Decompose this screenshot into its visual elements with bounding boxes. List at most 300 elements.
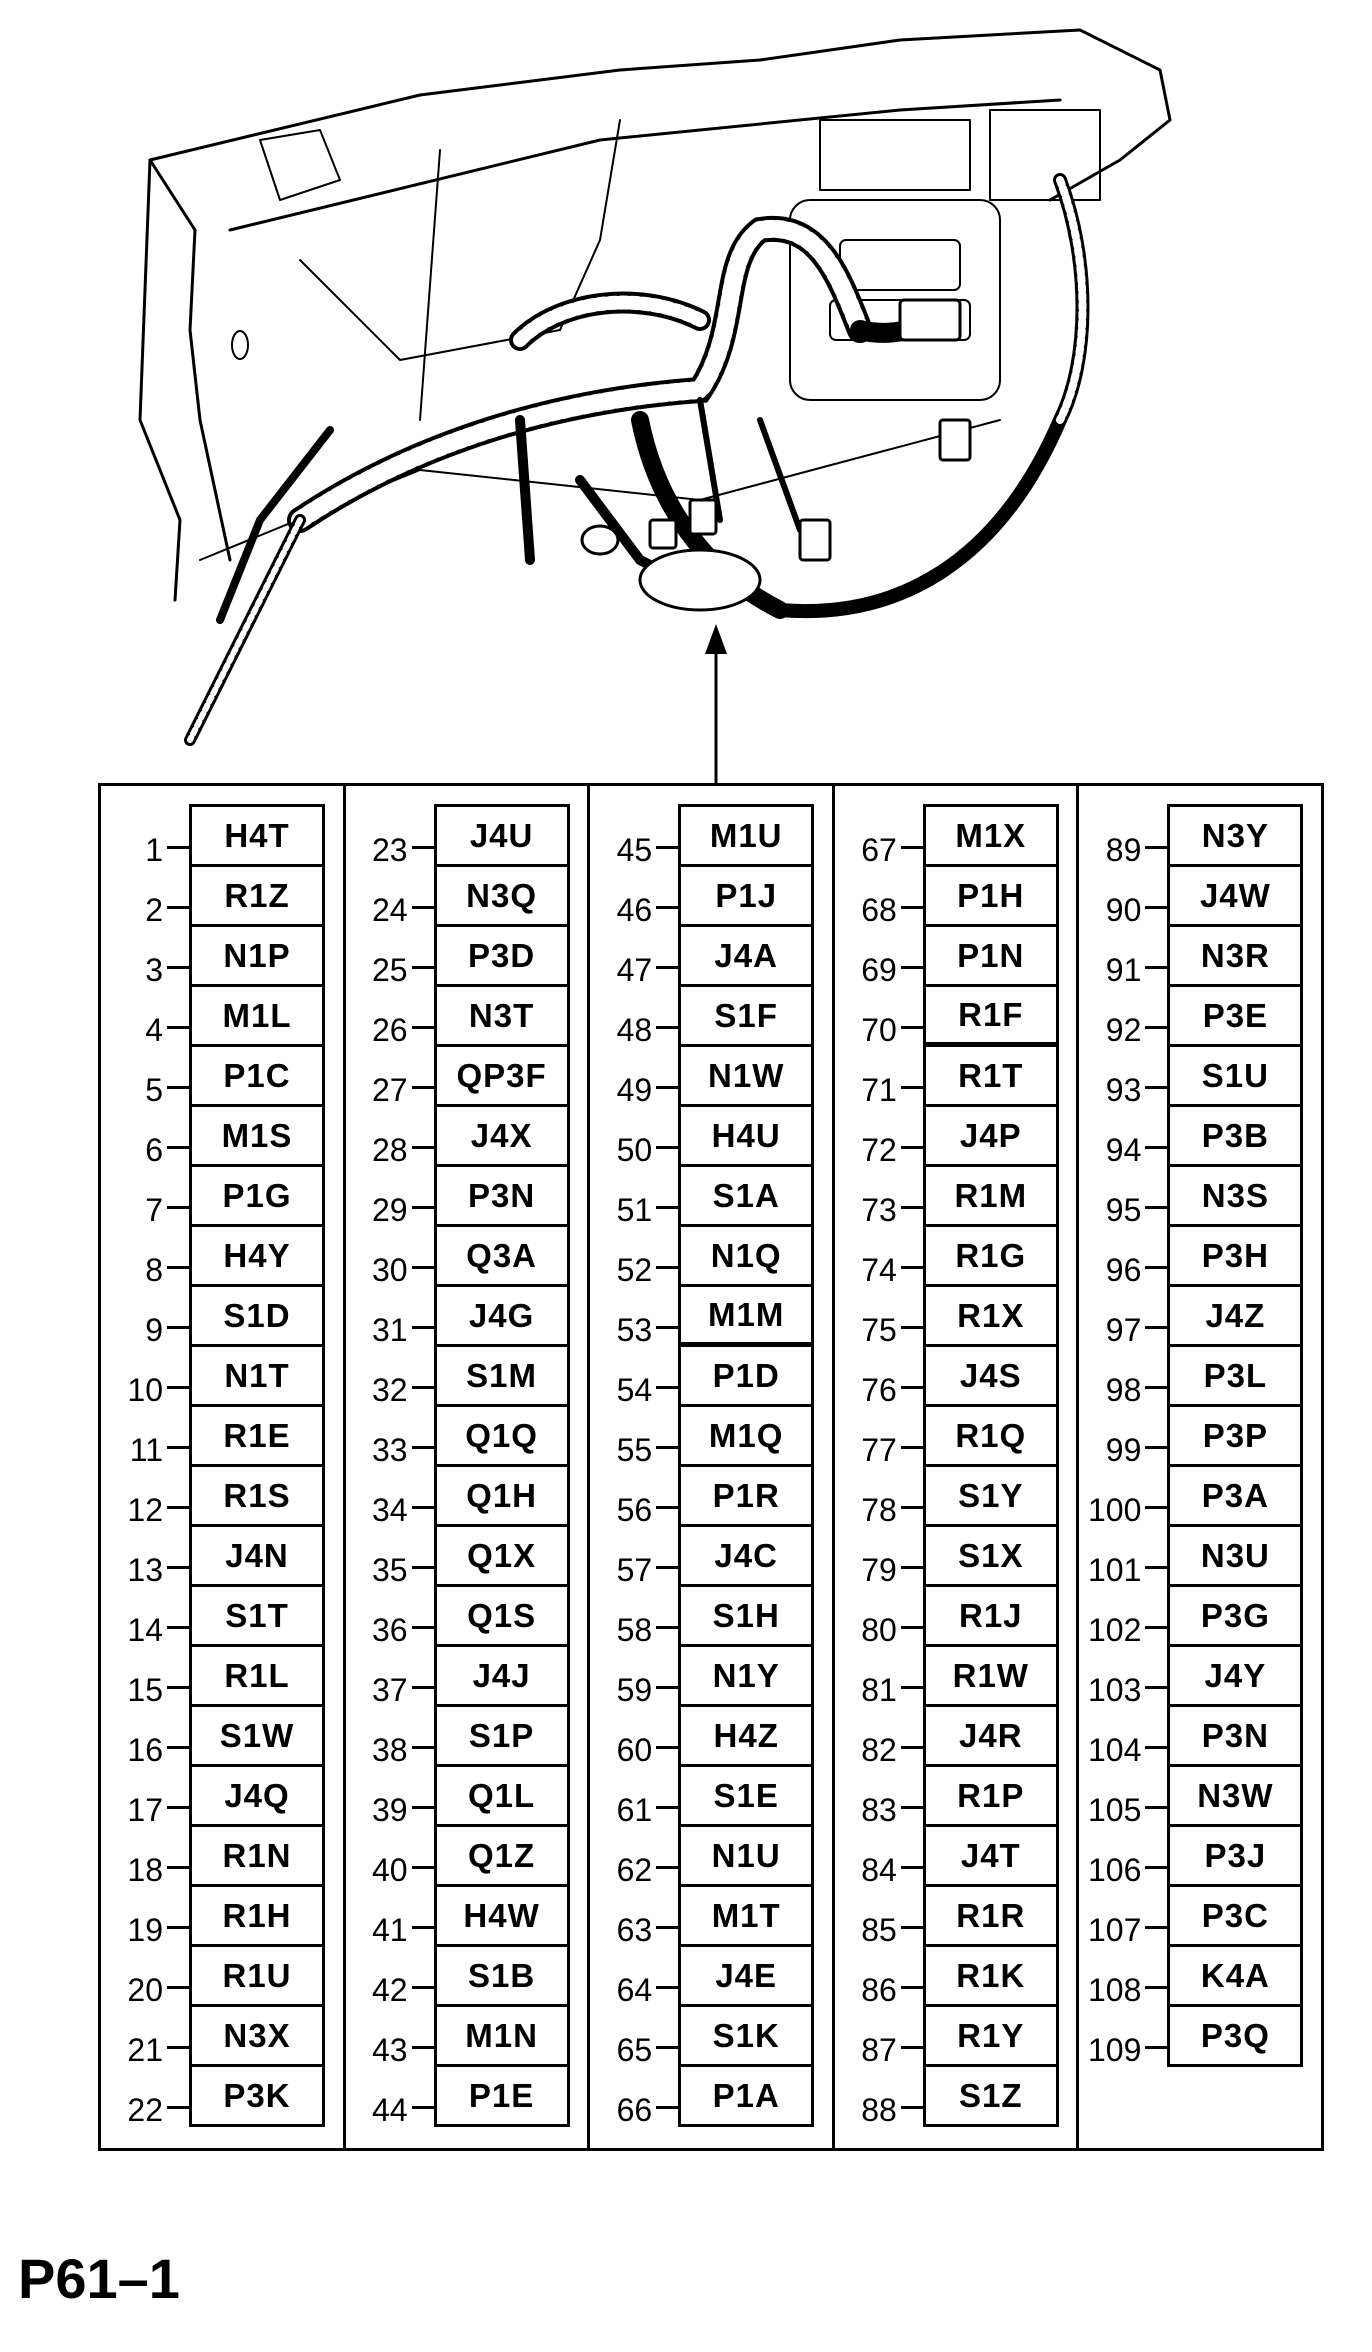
pin-code-cell: S1D <box>192 1287 322 1347</box>
pin-code-cell: P3L <box>1170 1347 1300 1407</box>
leader-line <box>901 1986 923 1989</box>
leader-line <box>901 1146 923 1149</box>
pin-code-cell: M1N <box>437 2007 567 2067</box>
pin-column <box>835 786 1080 2148</box>
pin-number-row <box>590 804 678 868</box>
pin-code-cell: P3D <box>437 927 567 987</box>
pin-code-cell: R1F <box>926 987 1056 1047</box>
leader-line <box>167 2106 189 2109</box>
pin-number-row <box>1079 1464 1167 1528</box>
pin-number-row <box>101 2004 189 2068</box>
pin-code-cell: J4E <box>681 1947 811 2007</box>
pin-number-row <box>1079 1164 1167 1228</box>
pin-number: 90 <box>1105 892 1142 928</box>
pin-number: 74 <box>861 1252 897 1288</box>
pin-number-row <box>1079 864 1167 928</box>
pin-number: 70 <box>861 1012 897 1048</box>
pin-code-cell: S1H <box>681 1587 811 1647</box>
pin-number-row <box>835 1164 923 1228</box>
pin-code-cell: Q1H <box>437 1467 567 1527</box>
pin-number: 6 <box>145 1132 163 1168</box>
pin-number: 38 <box>372 1732 408 1768</box>
leader-line <box>901 966 923 969</box>
pin-number-row <box>590 1704 678 1768</box>
pin-code-cell: J4A <box>681 927 811 987</box>
leader-line <box>1145 846 1167 849</box>
pin-number: 60 <box>616 1732 653 1768</box>
pin-number-row <box>590 1464 678 1528</box>
pin-code-cell: S1Z <box>926 2067 1056 2127</box>
pin-code-cell: J4R <box>926 1707 1056 1767</box>
pin-code-cell: Q1L <box>437 1767 567 1827</box>
leader-line <box>656 1026 678 1029</box>
pin-number-row <box>1079 804 1167 868</box>
pin-number-row <box>835 2004 923 2068</box>
pin-code-cell: R1M <box>926 1167 1056 1227</box>
pin-number-row <box>1079 1764 1167 1828</box>
pin-number-row <box>835 1284 923 1348</box>
pin-number: 4 <box>145 1012 163 1048</box>
pin-number: 92 <box>1105 1012 1142 1048</box>
pin-code-cell: N3R <box>1170 927 1300 987</box>
pin-number-row <box>835 1884 923 1948</box>
pin-code-cell: P1D <box>681 1347 811 1407</box>
leader-line <box>901 906 923 909</box>
pin-number-row <box>835 924 923 988</box>
leader-line <box>656 966 678 969</box>
leader-line <box>656 1806 678 1809</box>
pin-number-row <box>835 804 923 868</box>
pin-number: 81 <box>861 1672 897 1708</box>
pin-code-cell: J4Y <box>1170 1647 1300 1707</box>
pin-number-row <box>590 924 678 988</box>
leader-line <box>1145 1746 1167 1749</box>
leader-line <box>167 1146 189 1149</box>
pin-number-row <box>346 1644 434 1708</box>
leader-line <box>1145 1386 1167 1389</box>
leader-line <box>412 1926 434 1929</box>
leader-line <box>1145 1506 1167 1509</box>
pin-number: 21 <box>127 2032 163 2068</box>
pin-code-cell: J4X <box>437 1107 567 1167</box>
pin-number-row <box>346 924 434 988</box>
pin-number-row <box>101 1584 189 1648</box>
pin-number: 95 <box>1105 1192 1142 1228</box>
pin-code-cell: J4G <box>437 1287 567 1347</box>
pin-code-cell: R1N <box>192 1827 322 1887</box>
leader-line <box>167 966 189 969</box>
pin-code-cell: P3A <box>1170 1467 1300 1527</box>
pin-number-row <box>101 924 189 988</box>
pin-number-row <box>101 1164 189 1228</box>
pin-code-cell: P3N <box>1170 1707 1300 1767</box>
pin-number-row <box>346 1884 434 1948</box>
pin-number-row <box>346 1344 434 1408</box>
pin-code-cell: P3G <box>1170 1587 1300 1647</box>
pin-number-row <box>1079 1404 1167 1468</box>
pin-code-cell: M1Q <box>681 1407 811 1467</box>
pin-number-row <box>101 1344 189 1408</box>
pin-number: 64 <box>616 1972 653 2008</box>
pin-code-cell: J4Z <box>1170 1287 1300 1347</box>
leader-line <box>412 1266 434 1269</box>
pin-number-row <box>835 1044 923 1108</box>
pin-number: 99 <box>1105 1432 1142 1468</box>
pin-number-row <box>590 1284 678 1348</box>
pin-number: 46 <box>616 892 653 928</box>
pin-number: 80 <box>861 1612 897 1648</box>
pin-code-cell: H4U <box>681 1107 811 1167</box>
pin-number: 50 <box>616 1132 653 1168</box>
pin-number: 30 <box>372 1252 408 1288</box>
leader-line <box>412 1026 434 1029</box>
pin-number-row <box>101 2064 189 2128</box>
pin-code-cell: R1X <box>926 1287 1056 1347</box>
pin-code-cell: J4W <box>1170 867 1300 927</box>
leader-line <box>1145 1266 1167 1269</box>
pin-code-cell: J4Q <box>192 1767 322 1827</box>
pin-code-cell: P1G <box>192 1167 322 1227</box>
pin-number-row <box>590 864 678 928</box>
leader-line <box>1145 1146 1167 1149</box>
leader-line <box>901 1866 923 1869</box>
leader-line <box>412 1146 434 1149</box>
leader-line <box>901 1326 923 1329</box>
pin-number-row <box>101 1764 189 1828</box>
pin-number: 36 <box>372 1612 408 1648</box>
pin-number-row <box>101 1824 189 1888</box>
pin-number: 3 <box>145 952 163 988</box>
pin-code-cell: M1X <box>926 807 1056 867</box>
leader-line <box>167 1746 189 1749</box>
pin-code-cell: R1L <box>192 1647 322 1707</box>
pin-number-row <box>835 1224 923 1288</box>
leader-line <box>167 1386 189 1389</box>
pin-code-cell: N1U <box>681 1827 811 1887</box>
pin-number: 32 <box>372 1372 408 1408</box>
leader-line <box>412 1506 434 1509</box>
leader-line <box>656 2106 678 2109</box>
pin-code-cell: N1W <box>681 1047 811 1107</box>
leader-line <box>167 2046 189 2049</box>
pin-number: 8 <box>145 1252 163 1288</box>
pin-code-cell: R1J <box>926 1587 1056 1647</box>
pin-number-row <box>346 1284 434 1348</box>
pin-code-cell: N1Q <box>681 1227 811 1287</box>
connector-pin-table <box>98 783 1324 2151</box>
leader-line <box>656 1506 678 1509</box>
pin-code-cell: S1K <box>681 2007 811 2067</box>
pin-number: 10 <box>127 1372 163 1408</box>
pin-number: 86 <box>861 1972 897 2008</box>
pin-number-row <box>835 864 923 928</box>
pin-number-row <box>1079 924 1167 988</box>
pin-code-cell: P1H <box>926 867 1056 927</box>
leader-line <box>901 1026 923 1029</box>
pin-number: 2 <box>145 892 163 928</box>
pin-code-cell: P3J <box>1170 1827 1300 1887</box>
leader-line <box>656 1206 678 1209</box>
pin-code-cell: N1P <box>192 927 322 987</box>
pin-number: 54 <box>616 1372 653 1408</box>
pin-number: 107 <box>1087 1912 1142 1948</box>
leader-line <box>901 1626 923 1629</box>
pin-code-cell: P3P <box>1170 1407 1300 1467</box>
pin-number: 22 <box>127 2092 163 2128</box>
pin-number: 58 <box>616 1612 653 1648</box>
pin-number-row <box>835 1944 923 2008</box>
leader-line <box>901 1386 923 1389</box>
leader-line <box>412 1866 434 1869</box>
pin-number: 87 <box>861 2032 897 2068</box>
pin-code-cell: N1T <box>192 1347 322 1407</box>
pin-number: 93 <box>1105 1072 1142 1108</box>
pin-number-row <box>590 1344 678 1408</box>
pin-code-cell: S1B <box>437 1947 567 2007</box>
pin-number: 71 <box>861 1072 897 1108</box>
pin-number: 49 <box>616 1072 653 1108</box>
pin-number: 40 <box>372 1852 408 1888</box>
pin-code-cell: R1W <box>926 1647 1056 1707</box>
pin-number: 23 <box>372 832 408 868</box>
leader-line <box>1145 2046 1167 2049</box>
pin-number: 85 <box>861 1912 897 1948</box>
leader-line <box>412 1386 434 1389</box>
pin-code-cell: N1Y <box>681 1647 811 1707</box>
pin-code-cell: P1E <box>437 2067 567 2127</box>
pin-number-list <box>101 804 189 2128</box>
pin-number: 94 <box>1105 1132 1142 1168</box>
pin-number-row <box>590 1404 678 1468</box>
pin-code-stack <box>1167 804 1303 2067</box>
leader-line <box>167 1986 189 1989</box>
pin-number-row <box>590 2064 678 2128</box>
pin-number: 39 <box>372 1792 408 1828</box>
pin-number-row <box>1079 984 1167 1048</box>
pin-code-cell: H4Z <box>681 1707 811 1767</box>
pin-number-row <box>835 984 923 1048</box>
pin-number: 78 <box>861 1492 897 1528</box>
pin-number-row <box>590 1944 678 2008</box>
leader-line <box>1145 1566 1167 1569</box>
pin-code-cell: P1N <box>926 927 1056 987</box>
pin-code-cell: N3S <box>1170 1167 1300 1227</box>
pin-number-row <box>590 1764 678 1828</box>
pin-number-row <box>1079 1944 1167 2008</box>
pin-number-row <box>1079 1284 1167 1348</box>
leader-line <box>412 1446 434 1449</box>
pin-number: 52 <box>616 1252 653 1288</box>
leader-line <box>412 1986 434 1989</box>
pin-number-row <box>590 1884 678 1948</box>
leader-line <box>412 906 434 909</box>
pin-number: 97 <box>1105 1312 1142 1348</box>
pin-code-cell: J4U <box>437 807 567 867</box>
pin-number: 98 <box>1105 1372 1142 1408</box>
leader-line <box>1145 1626 1167 1629</box>
leader-line <box>167 1926 189 1929</box>
pin-number: 75 <box>861 1312 897 1348</box>
pin-code-cell: H4W <box>437 1887 567 1947</box>
pin-number-row <box>346 2064 434 2128</box>
leader-line <box>656 1086 678 1089</box>
leader-line <box>656 1446 678 1449</box>
pin-number: 5 <box>145 1072 163 1108</box>
pin-code-cell: R1G <box>926 1227 1056 1287</box>
pin-number-row <box>346 1224 434 1288</box>
leader-line <box>167 1566 189 1569</box>
leader-line <box>412 846 434 849</box>
leader-line <box>901 1206 923 1209</box>
pin-number-row <box>835 1644 923 1708</box>
pin-number-row <box>835 1104 923 1168</box>
pin-code-stack <box>189 804 325 2127</box>
pin-number: 65 <box>616 2032 653 2068</box>
leader-line <box>412 2106 434 2109</box>
pin-number-row <box>101 1104 189 1168</box>
pin-number: 47 <box>616 952 653 988</box>
pin-code-stack <box>923 804 1059 2127</box>
pin-code-cell: M1M <box>681 1287 811 1347</box>
pin-code-cell: S1Y <box>926 1467 1056 1527</box>
pin-number-row <box>835 1704 923 1768</box>
pin-number-list <box>835 804 923 2128</box>
leader-line <box>901 846 923 849</box>
pin-number: 100 <box>1087 1492 1142 1528</box>
pin-number-row <box>101 1404 189 1468</box>
pin-number: 89 <box>1105 832 1142 868</box>
pin-number: 55 <box>616 1432 653 1468</box>
pin-number: 66 <box>616 2092 653 2128</box>
pin-number: 14 <box>127 1612 163 1648</box>
pin-code-cell: S1A <box>681 1167 811 1227</box>
pin-code-cell: P3H <box>1170 1227 1300 1287</box>
pin-code-cell: M1T <box>681 1887 811 1947</box>
pin-code-cell: Q1Z <box>437 1827 567 1887</box>
pin-number-row <box>1079 1104 1167 1168</box>
pin-code-cell: R1T <box>926 1047 1056 1107</box>
pin-number: 16 <box>127 1732 163 1768</box>
leader-line <box>901 1266 923 1269</box>
pin-number-row <box>346 1164 434 1228</box>
pin-code-cell: M1S <box>192 1107 322 1167</box>
leader-line <box>656 1626 678 1629</box>
pin-number: 63 <box>616 1912 653 1948</box>
leader-line <box>656 1326 678 1329</box>
pin-number-row <box>1079 2004 1167 2068</box>
pin-number-row <box>1079 1344 1167 1408</box>
pin-number-row <box>1079 1044 1167 1108</box>
pin-number: 51 <box>616 1192 653 1228</box>
pin-number-row <box>101 864 189 928</box>
pin-number-row <box>835 1344 923 1408</box>
leader-line <box>412 1806 434 1809</box>
leader-line <box>1145 1086 1167 1089</box>
leader-line <box>167 1626 189 1629</box>
pin-number-row <box>346 984 434 1048</box>
pin-number: 48 <box>616 1012 653 1048</box>
pin-code-cell: R1P <box>926 1767 1056 1827</box>
pin-code-cell: P3B <box>1170 1107 1300 1167</box>
pin-number-row <box>346 1704 434 1768</box>
leader-line <box>412 1326 434 1329</box>
leader-line <box>167 1326 189 1329</box>
leader-line <box>1145 1926 1167 1929</box>
pin-code-cell: J4S <box>926 1347 1056 1407</box>
leader-line <box>1145 1986 1167 1989</box>
pin-number-row <box>835 1464 923 1528</box>
pin-code-cell: S1P <box>437 1707 567 1767</box>
pin-number-row <box>101 804 189 868</box>
leader-line <box>901 1086 923 1089</box>
pin-code-cell: P1A <box>681 2067 811 2127</box>
leader-line <box>656 1866 678 1869</box>
pin-code-cell: H4Y <box>192 1227 322 1287</box>
leader-line <box>167 1506 189 1509</box>
pin-number-row <box>590 1824 678 1888</box>
pin-number: 84 <box>861 1852 897 1888</box>
leader-line <box>656 1926 678 1929</box>
reference-code: P61–1 <box>18 2247 180 2310</box>
pin-number: 15 <box>127 1672 163 1708</box>
pin-code-stack <box>434 804 570 2127</box>
pin-number-row <box>1079 1704 1167 1768</box>
leader-line <box>412 1626 434 1629</box>
pin-number: 105 <box>1087 1792 1142 1828</box>
pin-code-cell: N3T <box>437 987 567 1047</box>
leader-line <box>901 1806 923 1809</box>
pin-code-cell: Q1S <box>437 1587 567 1647</box>
pin-number-row <box>835 1764 923 1828</box>
leader-line <box>656 1986 678 1989</box>
pin-number-row <box>1079 1224 1167 1288</box>
pin-number: 59 <box>616 1672 653 1708</box>
pin-code-cell: R1R <box>926 1887 1056 1947</box>
pin-number-row <box>346 1044 434 1108</box>
pin-number: 31 <box>372 1312 408 1348</box>
pin-number: 42 <box>372 1972 408 2008</box>
pin-number: 103 <box>1087 1672 1142 1708</box>
leader-line <box>412 966 434 969</box>
pin-number-row <box>346 1404 434 1468</box>
pin-code-cell: J4C <box>681 1527 811 1587</box>
leader-line <box>656 1386 678 1389</box>
pin-number: 82 <box>861 1732 897 1768</box>
pin-number-list <box>346 804 434 2128</box>
leader-line <box>1145 1026 1167 1029</box>
pin-number-row <box>1079 1524 1167 1588</box>
pin-number: 61 <box>616 1792 653 1828</box>
leader-line <box>901 1506 923 1509</box>
pin-code-cell: S1F <box>681 987 811 1047</box>
pin-code-cell: J4P <box>926 1107 1056 1167</box>
pin-number: 19 <box>127 1912 163 1948</box>
leader-line <box>656 1266 678 1269</box>
leader-line <box>656 1686 678 1689</box>
pin-code-cell: R1U <box>192 1947 322 2007</box>
pin-number-row <box>835 1524 923 1588</box>
pin-code-cell: QP3F <box>437 1047 567 1107</box>
pin-number: 91 <box>1105 952 1142 988</box>
pin-code-cell: S1W <box>192 1707 322 1767</box>
pin-number-row <box>346 1104 434 1168</box>
pin-number-row <box>590 1584 678 1648</box>
pin-number-row <box>590 1524 678 1588</box>
pin-number: 83 <box>861 1792 897 1828</box>
pin-code-cell: R1S <box>192 1467 322 1527</box>
pin-number-row <box>346 1764 434 1828</box>
pin-code-cell: N3Q <box>437 867 567 927</box>
